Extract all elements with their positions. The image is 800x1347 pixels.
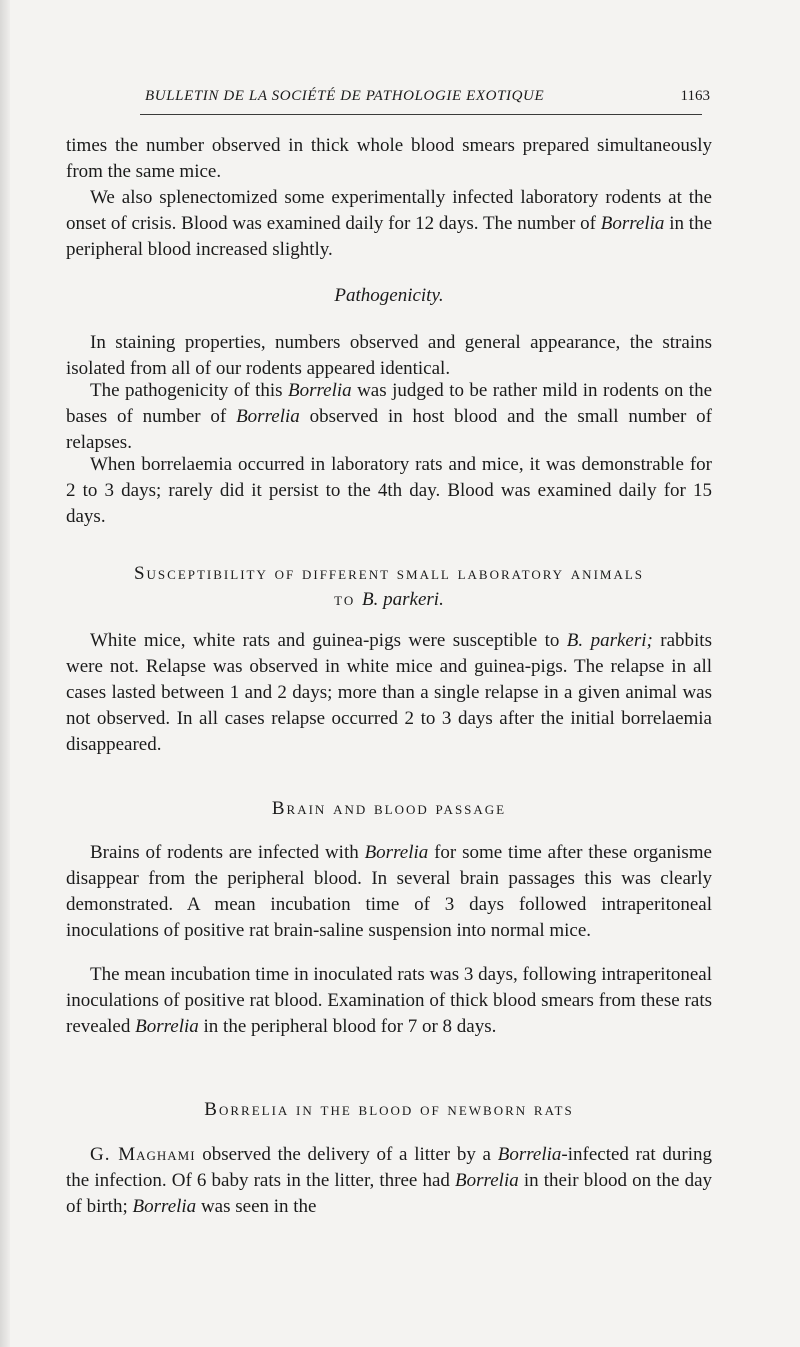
paragraph-4 [66, 378, 712, 456]
paragraph-7-text-b: for some time after these organisme disappear from the peripheral blood. In several brain passages this was clearly demonstrated. A mean incubation time of 3 days followed intraperitoneal inoculations of positive rat brain-saline suspension into normal mice. [66, 842, 712, 941]
section-heading-pathogenicity: Pathogenicity. [334, 285, 444, 306]
paragraph-6-species: B. parkeri; [566, 630, 653, 651]
running-header [140, 86, 710, 116]
section-heading-susceptibility-prefix: to [334, 589, 363, 610]
paragraph-9-text-a: observed the delivery of a litter by a [195, 1144, 498, 1165]
paragraph-9-text-d: was seen in the [196, 1196, 317, 1217]
paragraph-7-text-a: Brains of rodents are infected with [90, 842, 365, 863]
paragraph-9-genus-c: Borrelia [132, 1196, 197, 1217]
paragraph-3-text: In staining properties, numbers observed and general appearance, the strains isolated from all of our rodents appeared identical. [66, 332, 712, 379]
section-heading-susceptibility-line1: Susceptibility of different small laboratory animals [133, 563, 645, 584]
paragraph-9-genus-b: Borrelia [455, 1170, 519, 1191]
page-number: 1163 [680, 88, 710, 104]
header-rule [140, 114, 702, 115]
paragraph-8-text-b: in the peripheral blood for 7 or 8 days. [198, 1016, 497, 1037]
paragraph-1-text: times the number observed in thick whole blood smears prepared simultaneously from the same mice. [66, 135, 712, 182]
paragraph-6 [66, 628, 712, 758]
paragraph-9-text-b: -infected rat during the infection. Of 6 baby rats in the litter, three had [66, 1144, 713, 1191]
paragraph-2 [66, 185, 712, 263]
paragraph-6-text-a: White mice, white rats and guinea-pigs were susceptible to [90, 630, 567, 651]
paragraph-2-genus: Borrelia [600, 213, 665, 234]
paragraph-5 [66, 452, 712, 530]
paragraph-4-genus-b: Borrelia [236, 406, 300, 427]
section-heading-susceptibility [66, 561, 712, 613]
paragraph-7 [66, 840, 712, 944]
paragraph-4-text-c: observed in host blood and the small number of relapses. [66, 406, 712, 453]
paragraph-7-genus: Borrelia [364, 842, 429, 863]
paragraph-4-text-a: The pathogenicity of this [90, 380, 288, 401]
running-title: BULLETIN DE LA SOCIÉTÉ DE PATHOLOGIE EXOTIQUE [145, 88, 545, 104]
paragraph-9-text-c: in their blood on the day of birth; [66, 1170, 712, 1217]
section-heading-susceptibility-species: B. parkeri. [362, 589, 444, 610]
paragraph-4-text-b: was judged to be rather mild in rodents on the bases of number of [66, 380, 712, 427]
paragraph-4-genus-a: Borrelia [287, 380, 352, 401]
paragraph-9-genus-a: Borrelia [497, 1144, 562, 1165]
section-heading-newborn-rats: Borrelia in the blood of newborn rats [204, 1099, 574, 1120]
paragraph-8-text-a: The mean incubation time in inoculated rats was 3 days, following intraperitoneal inoculations of positive rat blood. Examination of thick blood smears from these rats revealed [66, 964, 712, 1037]
section-heading-brain-passage: Brain and blood passage [271, 798, 507, 819]
paragraph-2-text-a: We also splenectomized some experimentally infected laboratory rodents at the onset of crisis. Blood was examined daily for 12 days. The number of [66, 187, 712, 234]
paragraph-5-text: When borrelaemia occurred in laboratory rats and mice, it was demonstrable for 2 to 3 days; rarely did it persist to the 4th day. Blood was examined daily for 15 days. [66, 454, 712, 527]
paragraph-1 [66, 133, 712, 185]
paragraph-9-author: G. Maghami [90, 1144, 196, 1165]
paragraph-9 [66, 1142, 712, 1220]
paragraph-6-text-b: rabbits were not. Relapse was observed in white mice and guinea-pigs. The relapse in all cases lasted between 1 and 2 days; more than a single relapse in a given animal was not observed. In all cases relapse occurred 2 to 3 days after the initial borrelaemia disappeared. [66, 630, 712, 755]
page-edge-shadow [0, 0, 10, 1347]
paragraph-8 [66, 962, 712, 1040]
paragraph-2-text-b: in the peripheral blood increased slightly. [66, 213, 712, 260]
paragraph-3 [66, 330, 712, 382]
paragraph-8-genus: Borrelia [135, 1016, 199, 1037]
